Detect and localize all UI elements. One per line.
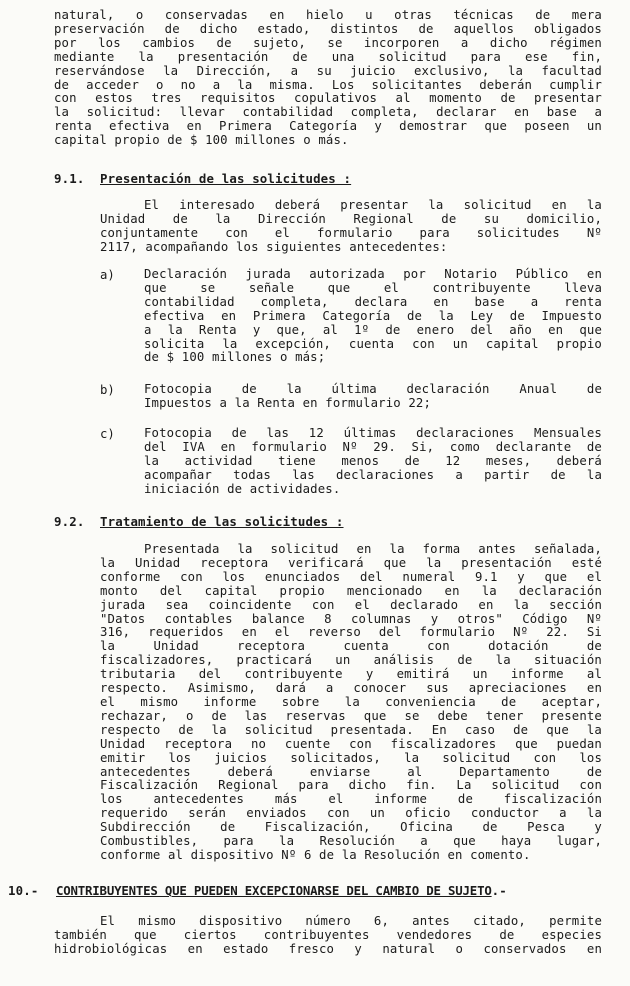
text-line: solicita la excepción, cuenta con un capital propio <box>144 336 602 351</box>
text-line: conforme al dispositivo Nº 6 de la Resolución en comento. <box>100 847 531 862</box>
intro-paragraph <box>54 9 602 148</box>
section-heading-10 <box>8 884 507 898</box>
text-line: 316, requeridos en el reverso del formulario Nº 22. Si <box>100 625 602 640</box>
text-line: acompañar todas las declaraciones a partir de la <box>144 467 602 482</box>
text-line: Unidad de la Dirección Regional de su domicilio, <box>100 211 602 226</box>
text-line: rechazar, o de las reservas que se debe tener presente <box>100 708 602 723</box>
text-line: los antecedentes más el informe de fiscalización <box>100 792 602 807</box>
text-line: a la Renta y que, al 1º de enero del año en que <box>144 322 602 337</box>
section-number: 9.2. <box>54 514 85 529</box>
text-line: el mismo informe sobre la conveniencia de aceptar, <box>100 694 602 709</box>
text-line: de acceder o no a la misma. Los solicitantes deberán cumplir <box>54 77 602 92</box>
text-line: respecto de la solicitud presentada. En caso de que la <box>100 722 602 737</box>
section-title-suffix: .- <box>491 883 507 898</box>
text-line: tributaria del contribuyente y emitirá un informe al <box>100 667 602 682</box>
section-10-paragraph <box>54 915 602 957</box>
text-line: El interesado deberá presentar la solicitud en la <box>144 198 602 212</box>
text-line: del IVA en formulario Nº 29. Si, como declarante de <box>144 439 602 454</box>
text-line: 2117, acompañando los siguientes antecedentes: <box>100 239 448 254</box>
text-line: requerido serán enviados con un oficio conductor a la <box>100 806 602 821</box>
text-line: la Unidad receptora verificará que la presentación esté <box>100 555 602 570</box>
section-title: Tratamiento de las solicitudes : <box>100 514 344 529</box>
text-line: la actividad tiene menos de 12 meses, deberá <box>144 453 602 468</box>
text-line: Declaración jurada autorizada por Notario Público en <box>144 267 602 281</box>
text-line: capital propio de $ 100 millones o más. <box>54 133 349 148</box>
list-item-c <box>100 427 602 497</box>
section-title: CONTRIBUYENTES QUE PUEDEN EXCEPCIONARSE DEL CAMBIO DE SUJETO <box>56 883 492 898</box>
text-line: Subdirección de Fiscalización, Oficina de Pesca y <box>100 820 602 835</box>
text-line: jurada sea coincidente con el declarado en la sección <box>100 597 602 612</box>
text-line: conjuntamente con el formulario para solicitudes Nº <box>100 225 602 240</box>
text-line: reservándose la Dirección, a su juicio exclusivo, la facultad <box>54 63 602 78</box>
text-line: efectiva en Primera Categoría de la Ley de Impuesto <box>144 308 602 323</box>
text-line: con estos tres requisitos copulativos al momento de presentar <box>54 91 602 106</box>
item-label: c) <box>100 427 115 441</box>
list-item-a <box>100 268 602 365</box>
text-line: mediante la presentación de una solicitud para ese fin, <box>54 49 602 64</box>
text-line: la solicitud: llevar contabilidad completa, declarar en base a <box>54 105 602 120</box>
text-line: Unidad receptora no cuente con fiscalizadores que puedan <box>100 736 602 751</box>
text-line: Impuestos a la Renta en formulario 22; <box>144 395 432 410</box>
text-line: la Unidad receptora cuenta con dotación de <box>100 639 602 654</box>
text-line: preservación de dicho estado, distintos de aquellos obligados <box>54 21 602 36</box>
section-heading-9-1 <box>54 172 351 186</box>
text-line: contabilidad completa, declara en base a renta <box>144 294 602 309</box>
section-9-1-intro <box>100 199 602 255</box>
text-line: iniciación de actividades. <box>144 481 341 496</box>
text-line: antecedentes deberá enviarse al Departamento de <box>100 764 602 779</box>
text-line: monto del capital propio mencionado en la declaración <box>100 583 602 598</box>
section-heading-9-2 <box>54 515 344 529</box>
text-line: de $ 100 millones o más; <box>144 350 326 365</box>
text-line: renta efectiva en Primera Categoría y demostrar que poseen un <box>54 119 602 134</box>
text-line: Presentada la solicitud en la forma antes señalada, <box>144 542 602 556</box>
text-line: que se señale que el contribuyente lleva <box>144 280 602 295</box>
text-line: por los cambios de sujeto, se incorporen a dicho régimen <box>54 35 602 50</box>
text-line: El mismo dispositivo número 6, antes citado, permite <box>100 914 602 928</box>
text-line: respecto. Asimismo, dará a conocer sus apreciaciones en <box>100 681 602 696</box>
text-line: natural, o conservadas en hielo u otras técnicas de mera <box>54 8 602 22</box>
section-number: 10.- <box>8 883 39 898</box>
text-line: Fiscalización Regional para dicho fin. La solicitud con <box>100 778 602 793</box>
text-line: Combustibles, para la Resolución a que haya lugar, <box>100 834 602 849</box>
item-label: b) <box>100 383 115 397</box>
text-line: emitir los juicios solicitados, la solicitud con los <box>100 750 602 765</box>
item-label: a) <box>100 268 115 282</box>
list-item-b <box>100 383 602 411</box>
section-title: Presentación de las solicitudes : <box>100 171 352 186</box>
text-line: Fotocopia de la última declaración Anual de <box>144 382 602 396</box>
section-number: 9.1. <box>54 171 85 186</box>
text-line: "Datos contables balance 8 columnas y otros" Código Nº <box>100 611 602 626</box>
text-line: fiscalizadores, practicará un análisis de la situación <box>100 653 602 668</box>
text-line: también que ciertos contribuyentes vendedores de especies <box>54 927 602 942</box>
text-line: Fotocopia de las 12 últimas declaraciones Mensuales <box>144 426 602 440</box>
text-line: conforme con los enunciados del numeral 9.1 y que el <box>100 569 602 584</box>
section-9-2-paragraph <box>100 543 602 863</box>
text-line: hidrobiológicas en estado fresco y natural o conservados en <box>54 941 602 956</box>
